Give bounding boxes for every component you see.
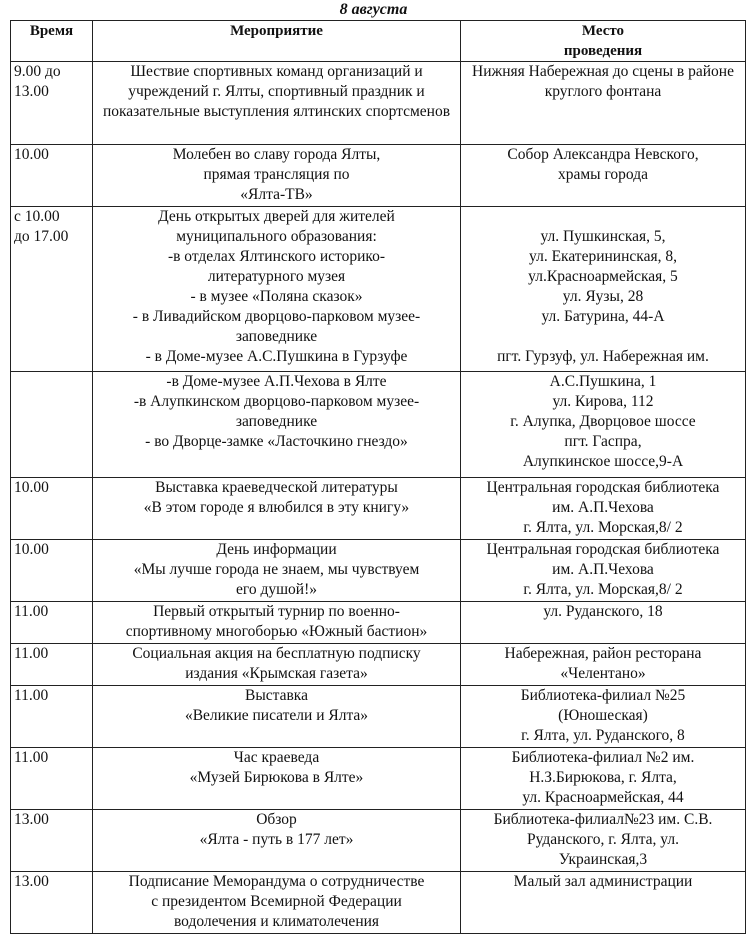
time-cell: 10.00 bbox=[11, 145, 93, 207]
table-row bbox=[11, 62, 746, 145]
time-cell: 10.00 bbox=[11, 478, 93, 540]
table-row bbox=[11, 540, 746, 602]
place-cell: ул. Пушкинская, 5, ул. Екатерининская, 8, ул.Красноармейская, 5 ул. Яузы, 28 ул. Батурина, 44-А пгт. Гурзуф, ул. Набережная им. bbox=[461, 207, 746, 372]
time-cell: 11.00 bbox=[11, 602, 93, 644]
place-cell: Библиотека-филиал№23 им. С.В. Руданского, г. Ялта, ул. Украинская,3 bbox=[461, 810, 746, 872]
event-cell: День открытых дверей для жителей муниципального образования: -в отделах Ялтинского историко- литературного музея - в музее «Поляна сказок» - в Ливадийском дворцово-парковом музее- заповеднике - в Доме-музее А.С.Пушкина в Гурзуфе bbox=[93, 207, 461, 372]
page-title: 8 августа bbox=[339, 1, 408, 18]
event-cell: Молебен во славу города Ялты, прямая трансляция по «Ялта-ТВ» bbox=[93, 145, 461, 207]
table-row bbox=[11, 872, 746, 934]
table-row bbox=[11, 207, 746, 372]
place-cell: Малый зал администрации bbox=[461, 872, 746, 934]
header-event: Мероприятие bbox=[93, 21, 461, 62]
place-cell: Набережная, район ресторана «Челентано» bbox=[461, 644, 746, 686]
place-cell: Нижняя Набережная до сцены в районе круглого фонтана bbox=[461, 62, 746, 145]
table-row bbox=[11, 145, 746, 207]
place-cell: ул. Руданского, 18 bbox=[461, 602, 746, 644]
event-cell: Выставка «Великие писатели и Ялта» bbox=[93, 686, 461, 748]
event-cell: -в Доме-музее А.П.Чехова в Ялте -в Алупкинском дворцово-парковом музее- заповеднике - во Дворце-замке «Ласточкино гнездо» bbox=[93, 372, 461, 478]
event-cell: Выставка краеведческой литературы «В этом городе я влюбился в эту книгу» bbox=[93, 478, 461, 540]
time-cell: 13.00 bbox=[11, 872, 93, 934]
place-cell: Библиотека-филиал №2 им. Н.З.Бирюкова, г. Ялта, ул. Красноармейская, 44 bbox=[461, 748, 746, 810]
time-cell: 11.00 bbox=[11, 686, 93, 748]
place-cell: Центральная городская библиотека им. А.П.Чехова г. Ялта, ул. Морская,8/ 2 bbox=[461, 478, 746, 540]
place-cell: Центральная городская библиотека им. А.П.Чехова г. Ялта, ул. Морская,8/ 2 bbox=[461, 540, 746, 602]
time-cell: 11.00 bbox=[11, 644, 93, 686]
table-row bbox=[11, 644, 746, 686]
table-row bbox=[11, 810, 746, 872]
event-cell: День информации «Мы лучше города не знаем, мы чувствуем его душой!» bbox=[93, 540, 461, 602]
time-cell: 10.00 bbox=[11, 540, 93, 602]
event-cell: Час краеведа «Музей Бирюкова в Ялте» bbox=[93, 748, 461, 810]
time-cell bbox=[11, 372, 93, 478]
time-cell: 9.00 до 13.00 bbox=[11, 62, 93, 145]
header-row bbox=[11, 21, 746, 62]
time-cell: 11.00 bbox=[11, 748, 93, 810]
time-cell: 13.00 bbox=[11, 810, 93, 872]
table-row bbox=[11, 686, 746, 748]
table-row bbox=[11, 478, 746, 540]
place-cell: А.С.Пушкина, 1 ул. Кирова, 112 г. Алупка, Дворцовое шоссе пгт. Гаспра, Алупкинское шоссе,9-А bbox=[461, 372, 746, 478]
table-row bbox=[11, 602, 746, 644]
event-cell: Шествие спортивных команд организаций и учреждений г. Ялты, спортивный праздник и показательные выступления ялтинских спортсменов bbox=[93, 62, 461, 145]
table-row bbox=[11, 372, 746, 478]
header-time: Время bbox=[11, 21, 93, 62]
place-cell: Библиотека-филиал №25 (Юношеская) г. Ялта, ул. Руданского, 8 bbox=[461, 686, 746, 748]
time-cell: с 10.00 до 17.00 bbox=[11, 207, 93, 372]
header-place: Место проведения bbox=[461, 21, 746, 62]
event-cell: Социальная акция на бесплатную подписку издания «Крымская газета» bbox=[93, 644, 461, 686]
schedule-table bbox=[10, 20, 746, 934]
table-row bbox=[11, 748, 746, 810]
event-cell: Обзор «Ялта - путь в 177 лет» bbox=[93, 810, 461, 872]
event-cell: Подписание Меморандума о сотрудничестве с президентом Всемирной Федерации водолечения и климатолечения bbox=[93, 872, 461, 934]
place-cell: Собор Александра Невского, храмы города bbox=[461, 145, 746, 207]
event-cell: Первый открытый турнир по военно- спортивному многоборью «Южный бастион» bbox=[93, 602, 461, 644]
